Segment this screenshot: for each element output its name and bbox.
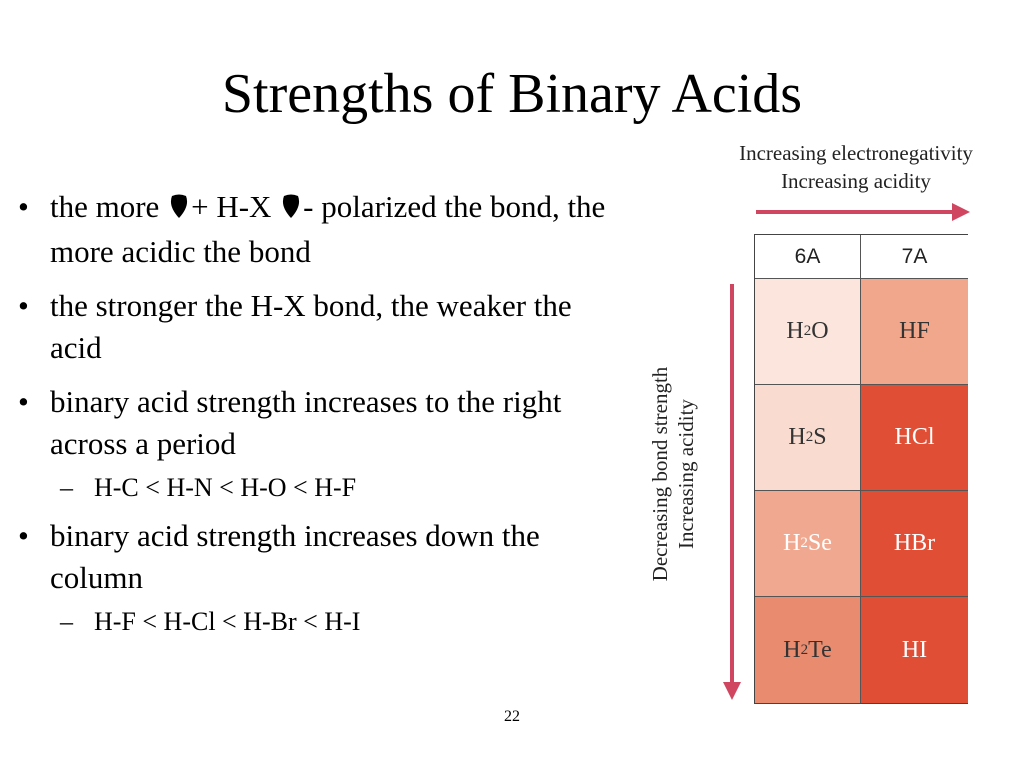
vertical-label-bond-strength: Decreasing bond strength <box>648 366 672 582</box>
column-header-6a: 6A <box>755 235 861 279</box>
column-header-7a: 7A <box>861 235 968 279</box>
bullet-text: binary acid strength increases to the right across a period <box>50 384 562 461</box>
formula-prefix: H <box>783 636 801 663</box>
bullet-text-part1: the more <box>50 189 168 224</box>
formula-element: Te <box>808 636 832 663</box>
horizontal-label-electronegativity: Increasing electronegativity <box>739 141 973 165</box>
formula-subscript: 2 <box>800 641 809 658</box>
bullet-text: the stronger the H-X bond, the weaker the acid <box>50 288 572 365</box>
bullet-marker: • <box>18 189 29 224</box>
vertical-label <box>647 324 707 624</box>
formula-element: Se <box>807 530 832 556</box>
bullet-marker: • <box>18 518 29 553</box>
formula-element: O <box>811 318 829 344</box>
page-number: 22 <box>504 708 520 725</box>
vertical-arrow-icon <box>723 284 741 700</box>
cell-hcl: HCl <box>861 385 968 491</box>
formula-prefix: H <box>783 530 801 556</box>
sub-bullet-marker: – <box>60 473 73 502</box>
acid-strength-table <box>754 234 968 704</box>
bullet-text-part3: polarized the bond, the more acidic the bond <box>50 189 606 269</box>
sub-bullet-marker: – <box>60 607 73 636</box>
bullet-marker: • <box>18 384 29 419</box>
formula-element: S <box>813 424 827 450</box>
vertical-label-acidity: Increasing acidity <box>674 399 698 549</box>
bullet-marker: • <box>18 288 29 323</box>
cell-h2te <box>755 597 861 703</box>
sub-bullet-text: H-F < H-Cl < H-Br < H-I <box>94 607 361 636</box>
formula-subscript: 2 <box>800 535 808 551</box>
partial-negative-sign: - <box>303 189 314 224</box>
bullet-text: binary acid strength increases down the column <box>50 518 540 595</box>
cell-hbr: HBr <box>861 491 968 597</box>
formula-prefix: H <box>786 318 804 344</box>
cell-hi: HI <box>861 597 968 703</box>
cell-hf: HF <box>861 279 968 385</box>
slide-title: Strengths of Binary Acids <box>221 63 803 125</box>
cell-h2s <box>755 385 861 491</box>
cell-h2se <box>755 491 861 597</box>
bullet-text-part2: H-X <box>208 189 280 224</box>
formula-prefix: H <box>788 424 806 450</box>
sub-bullet-text: H-C < H-N < H-O < H-F <box>94 473 357 502</box>
horizontal-arrow-icon <box>756 203 970 221</box>
formula-subscript: 2 <box>803 323 812 339</box>
formula-subscript: 2 <box>805 429 814 445</box>
cell-h2o <box>755 279 861 385</box>
horizontal-label-acidity: Increasing acidity <box>781 169 931 193</box>
partial-positive-sign: + <box>191 189 209 224</box>
